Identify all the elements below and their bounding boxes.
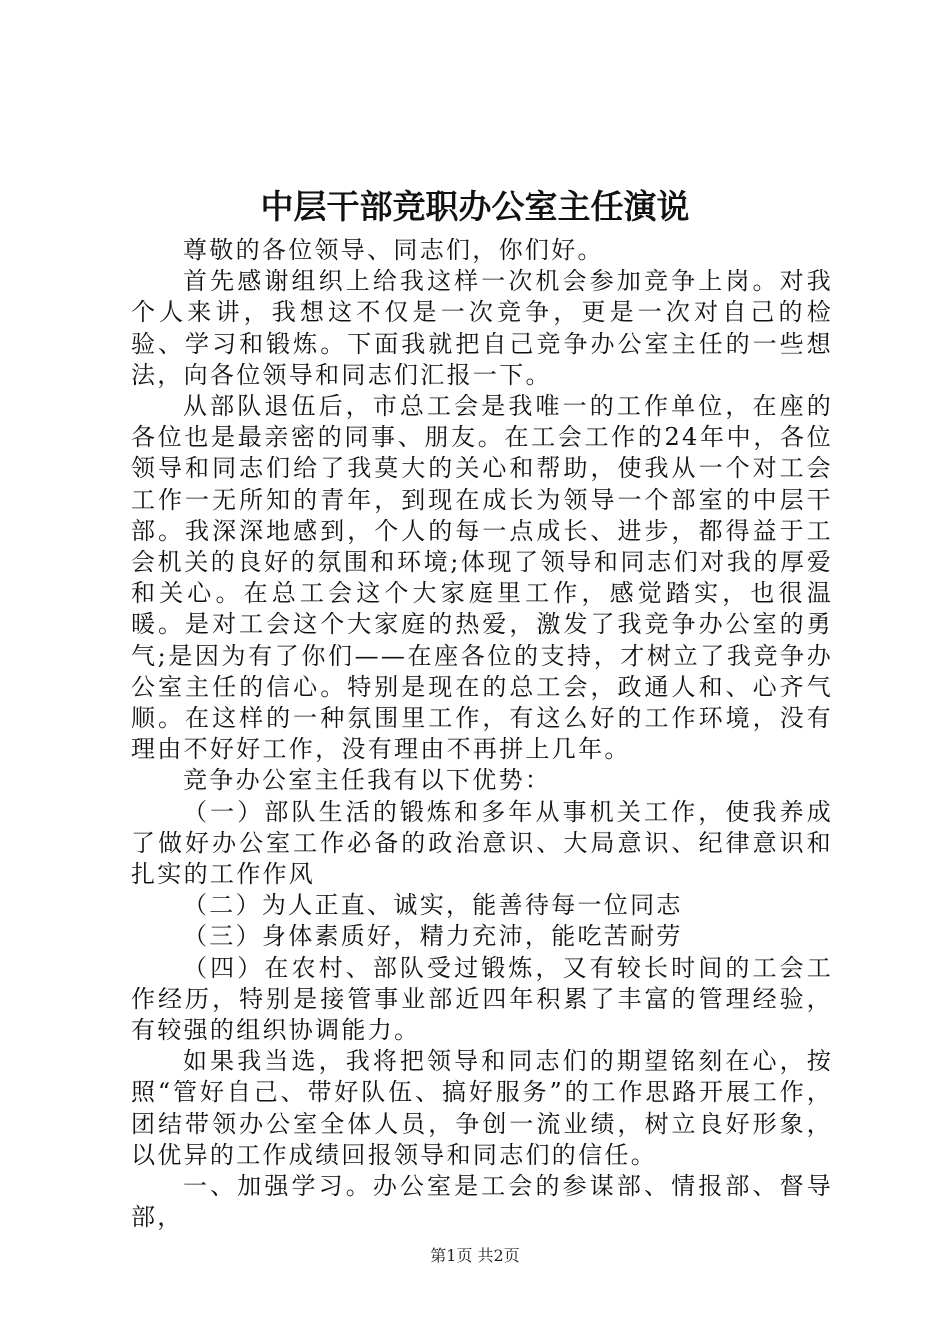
document-title: 中层干部竞职办公室主任演说: [260, 187, 690, 226]
paragraph-advantages-intro: 竞争办公室主任我有以下优势：: [183, 766, 552, 795]
paragraph-background: 从部队退伍后，市总工会是我唯一的工作单位，在座的各位也是最亲密的同事、朋友。在工会工作的24年中，各位领导和同志们给了我莫大的关心和帮助，使我从一个对工会工作一无所知的青年，到现在成长为领导一个部室的中层干部。我深深地感到，个人的每一点成长、进步，都得益于工会机关的良好的氛围和环境;体现了领导和同志们对我的厚爱和关心。在总工会这个大家庭里工作，感觉踏实，也很温暖。是对工会这个大家庭的热爱，激发了我竞争办公室的勇气;是因为有了你们——在座各位的支持，才树立了我竞争办公室主任的信心。特别是现在的总工会，政通人和、心齐气顺。在这样的一种氛围里工作，有这么好的工作环境，没有理由不好好工作，没有理由不再拼上几年。: [131, 392, 833, 764]
paragraph-advantage-1: （一）部队生活的锻炼和多年从事机关工作，使我养成了做好办公室工作必备的政治意识、大局意识、纪律意识和扎实的工作作风: [131, 797, 833, 889]
document-body: [131, 235, 833, 1234]
paragraph-greeting: 尊敬的各位领导、同志们，你们好。: [183, 236, 604, 264]
paragraph-commitment: 如果我当选，我将把领导和同志们的期望铭刻在心，按照“管好自己、带好队伍、搞好服务”的工作思路开展工作，团结带领办公室全体人员，争创一流业绩，树立良好形象，以优异的工作成绩回报领导和同志们的信任。: [131, 1047, 833, 1169]
page-footer: 第1页 共2页: [430, 1246, 520, 1265]
paragraph-section-one: 一、加强学习。办公室是工会的参谋部、情报部、督导部，: [131, 1172, 833, 1232]
paragraph-thanks: 首先感谢组织上给我这样一次机会参加竞争上岗。对我个人来讲，我想这不仅是一次竞争，更是一次对自己的检验、学习和锻炼。下面我就把自己竞争办公室主任的一些想法，向各位领导和同志们汇报一下。: [131, 267, 833, 389]
paragraph-advantage-4: （四）在农村、部队受过锻炼，又有较长时间的工会工作经历，特别是接管事业部近四年积累了丰富的管理经验，有较强的组织协调能力。: [131, 953, 833, 1045]
paragraph-advantage-3: （三）身体素质好，精力充沛，能吃苦耐劳: [183, 922, 683, 951]
paragraph-advantage-2: （二）为人正直、诚实，能善待每一位同志: [183, 891, 683, 920]
